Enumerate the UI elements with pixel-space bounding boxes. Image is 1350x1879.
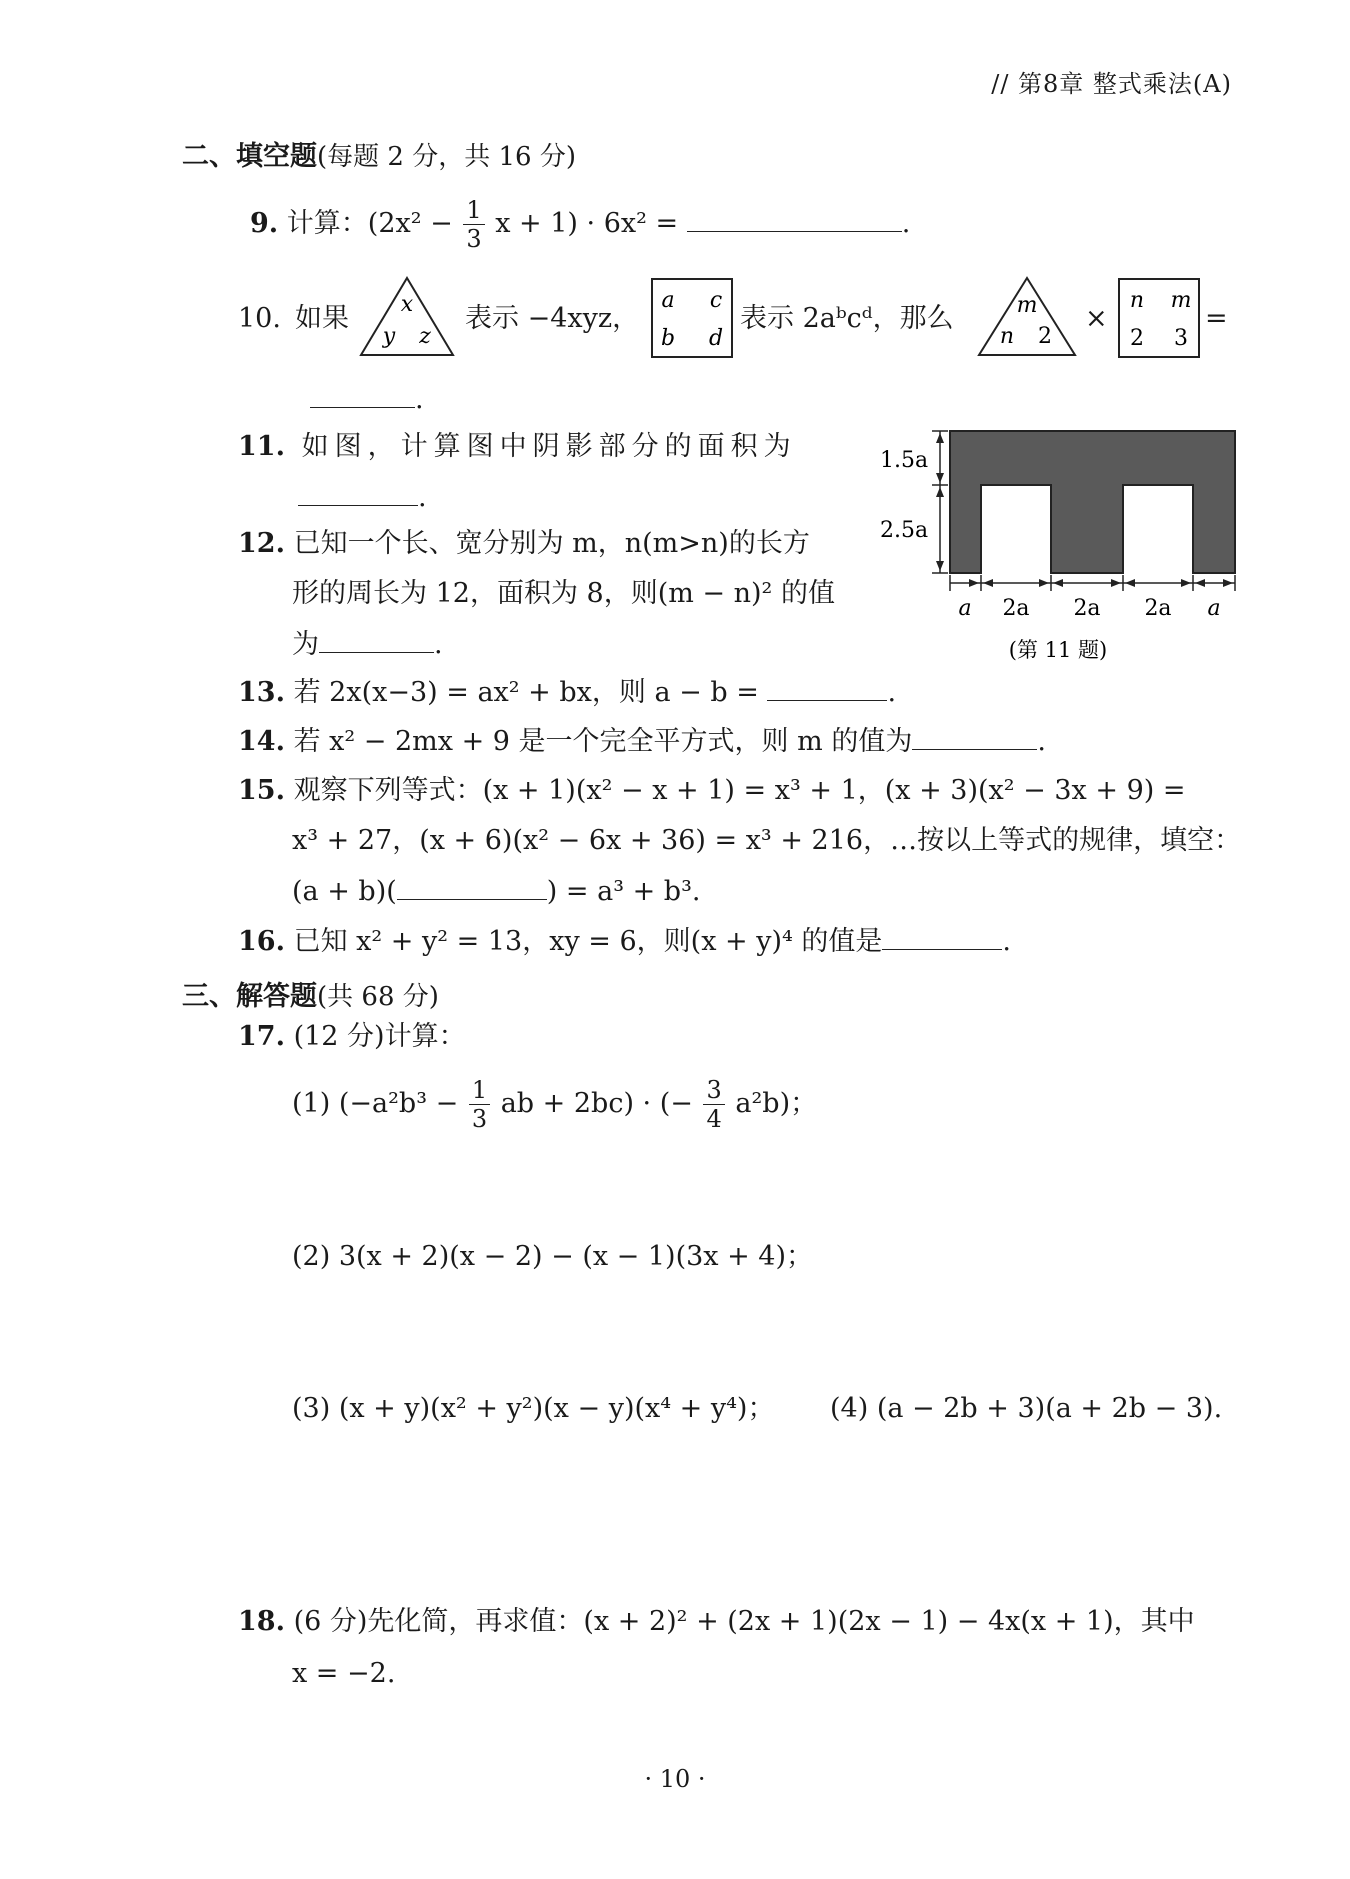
question-13 xyxy=(238,678,896,706)
question-12 xyxy=(238,530,810,557)
page-number: · 10 · xyxy=(644,1765,706,1793)
triangle-figure-2 xyxy=(975,275,1080,360)
question-15-line2: x³ + 27，(x + 6)(x² − 6x + 36) = x³ + 216，…按以上等式的规律，填空： xyxy=(292,825,1242,856)
question-14 xyxy=(238,727,1046,755)
question-text-cont: ) = a³ + b³. xyxy=(546,876,701,907)
question-17-part3: (3) (x + y)(x² + y²)(x − y)(x⁴ + y⁴)； xyxy=(292,1393,775,1424)
question-text: 为 xyxy=(292,629,319,660)
period: . xyxy=(1037,726,1046,757)
question-text: 若 x² − 2mx + 9 是一个完全平方式，则 m 的值为 xyxy=(293,726,913,757)
question-15-line3 xyxy=(292,877,701,905)
equals-sign: = xyxy=(1205,303,1228,334)
fraction-numerator: 3 xyxy=(703,1078,724,1105)
question-10-text-1: 如果 xyxy=(295,303,349,334)
question-10-number: 10. xyxy=(238,303,281,334)
question-10-text-3: 表示 2aᵇcᵈ，那么 xyxy=(740,303,954,334)
period: . xyxy=(1002,926,1012,957)
question-17-part1 xyxy=(292,1078,817,1131)
question-11 xyxy=(238,433,797,460)
dim-top-label: 1.5a xyxy=(880,448,929,473)
box2-br: 3 xyxy=(1174,326,1188,351)
question-10-text-2: 表示 −4xyz， xyxy=(465,303,640,334)
tri2-left: n xyxy=(999,324,1015,349)
question-18 xyxy=(238,1608,1195,1635)
question-9 xyxy=(250,198,910,251)
answer-blank[interactable] xyxy=(912,727,1037,750)
figure-caption: (第 11 题) xyxy=(1008,638,1108,662)
question-12-line3 xyxy=(292,630,443,658)
tri1-top: x xyxy=(400,292,414,317)
question-number: 16. xyxy=(238,926,285,957)
question-text: 已知 x² + y² = 13，xy = 6，则(x + y)⁴ 的值是 xyxy=(293,926,883,957)
chapter-header: // 第8章 整式乘法(A) xyxy=(991,70,1232,98)
section-note: (共 68 分) xyxy=(317,982,439,1012)
dim-bottom-5: a xyxy=(1207,596,1221,621)
question-15 xyxy=(238,777,1186,804)
tri1-right: z xyxy=(419,324,431,349)
box1-br: d xyxy=(708,326,724,351)
tri2-top: m xyxy=(1016,293,1038,318)
answer-blank[interactable] xyxy=(767,678,887,701)
fraction-numerator: 1 xyxy=(463,198,484,225)
question-text: (a + b)( xyxy=(292,876,397,907)
fraction xyxy=(469,1078,490,1131)
fraction-denominator: 3 xyxy=(466,225,482,253)
question-text-line1: 观察下列等式：(x + 1)(x² − x + 1) = x³ + 1，(x + 3)(x² − 3x + 9) = xyxy=(293,775,1186,806)
question-number: 14. xyxy=(238,726,285,757)
question-11-answer-line xyxy=(298,483,427,511)
tri1-left: y xyxy=(382,324,396,349)
dim-bottom-2: 2a xyxy=(1002,596,1030,621)
fraction-denominator: 3 xyxy=(471,1105,488,1133)
question-17-part2: (2) 3(x + 2)(x − 2) − (x − 1)(3x + 4)； xyxy=(292,1241,814,1272)
answer-blank[interactable] xyxy=(687,209,902,232)
box1-tl: a xyxy=(661,288,675,313)
question-12-line2: 形的周长为 12，面积为 8，则(m − n)² 的值 xyxy=(292,578,835,609)
question-text: 如图，计算图中阴影部分的面积为 xyxy=(301,431,797,462)
box-figure-1 xyxy=(650,277,735,359)
box2-bl: 2 xyxy=(1130,326,1144,351)
dim-bottom-3: 2a xyxy=(1073,596,1101,621)
answer-blank[interactable] xyxy=(397,877,547,900)
question-text: 计算：(2x² − xyxy=(286,208,453,239)
question-number: 18. xyxy=(238,1606,285,1637)
times-sign: × xyxy=(1085,303,1108,334)
answer-blank[interactable] xyxy=(298,483,418,506)
dim-bottom-4: 2a xyxy=(1144,596,1172,621)
fraction-denominator: 4 xyxy=(706,1105,722,1133)
fraction xyxy=(703,1078,724,1131)
question-number: 17. xyxy=(238,1021,285,1052)
question-number: 12. xyxy=(238,528,285,559)
section-title-answer xyxy=(182,974,439,1013)
part-text-end: a²b)； xyxy=(735,1088,818,1119)
answer-blank[interactable] xyxy=(319,630,434,653)
fraction-numerator: 1 xyxy=(469,1078,490,1105)
box1-bl: b xyxy=(660,326,676,351)
question-number: 13. xyxy=(238,677,285,708)
question-10-answer-line xyxy=(310,385,424,413)
question-17-part4: (4) (a − 2b + 3)(a + 2b − 3). xyxy=(830,1393,1223,1424)
box2-tl: n xyxy=(1129,288,1145,313)
period: . xyxy=(418,482,427,513)
part-text: (1) (−a²b³ − xyxy=(292,1088,459,1119)
section-title-text: 二、填空题 xyxy=(182,141,317,172)
section-note: (每题 2 分，共 16 分) xyxy=(317,142,576,172)
answer-blank[interactable] xyxy=(310,385,415,408)
section-title-fill-blank xyxy=(182,134,576,173)
question-17 xyxy=(238,1023,466,1050)
period: . xyxy=(434,629,443,660)
answer-blank[interactable] xyxy=(882,927,1002,950)
period: . xyxy=(887,677,897,708)
question-number: 11. xyxy=(238,431,285,462)
box-figure-2 xyxy=(1117,277,1202,359)
box2-tr: m xyxy=(1170,288,1192,313)
tri2-right: 2 xyxy=(1038,324,1052,349)
question-text: 若 2x(x−3) = ax² + bx，则 a − b = xyxy=(293,677,759,708)
question-text: (12 分)计算： xyxy=(293,1021,466,1052)
period: . xyxy=(415,384,424,415)
question-18-line2: x = −2. xyxy=(292,1658,396,1689)
question-text-line1: 已知一个长、宽分别为 m，n(m>n)的长方 xyxy=(293,528,810,559)
question-16 xyxy=(238,927,1011,955)
section-title-text: 三、解答题 xyxy=(182,981,317,1012)
triangle-figure-1 xyxy=(357,275,457,360)
question-number: 9. xyxy=(250,208,279,239)
question-text-line1: (6 分)先化简，再求值：(x + 2)² + (2x + 1)(2x − 1) − 4x(x + 1)，其中 xyxy=(293,1606,1195,1637)
fraction xyxy=(463,198,484,251)
box1-tr: c xyxy=(709,288,723,313)
figure-11 xyxy=(870,425,1240,665)
period: . xyxy=(901,208,911,239)
part-text-cont: ab + 2bc) · (− xyxy=(500,1088,693,1119)
dim-side-label: 2.5a xyxy=(880,518,929,543)
dim-bottom-1: a xyxy=(958,596,972,621)
question-number: 15. xyxy=(238,775,285,806)
question-text-cont: x + 1) · 6x² = xyxy=(495,208,679,239)
